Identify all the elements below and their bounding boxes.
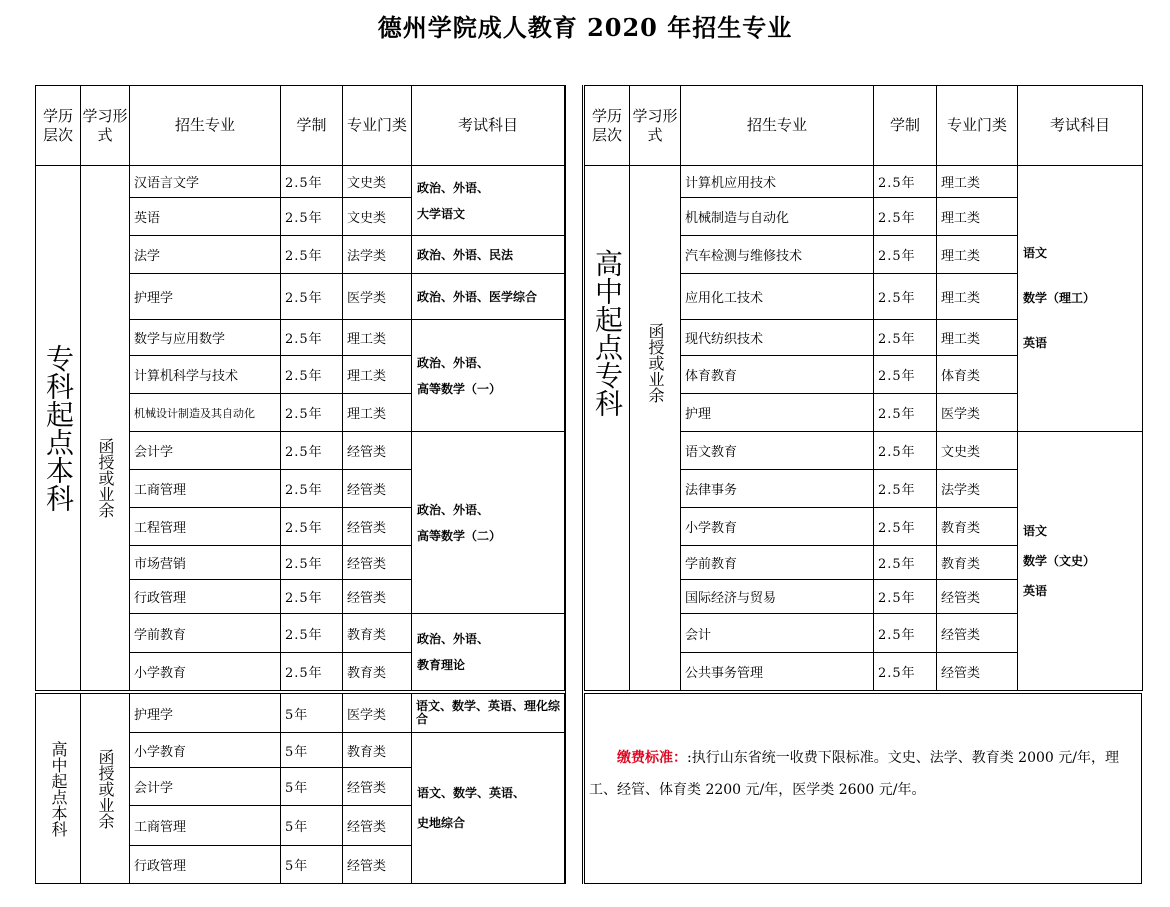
bottom-admissions-table [35,693,565,884]
category-cell: 法学类 [937,470,1018,508]
level-cell: 高中起点专科 [585,166,630,691]
category-cell: 医学类 [343,274,412,320]
category-cell: 经管类 [343,470,412,508]
years-cell: 2.5年 [281,356,343,394]
years-cell: 5年 [281,768,343,806]
level-cell: 高中起点本科 [36,694,81,884]
years-cell: 2.5年 [281,274,343,320]
category-cell: 理工类 [937,236,1018,274]
major-cell: 汽车检测与维修技术 [681,236,874,274]
category-cell: 经管类 [343,432,412,470]
major-cell: 汉语言文学 [130,166,281,198]
years-cell: 5年 [281,694,343,733]
category-cell: 体育类 [937,356,1018,394]
category-cell: 文史类 [937,432,1018,470]
years-cell: 2.5年 [281,432,343,470]
years-cell: 2.5年 [874,546,937,580]
major-cell: 行政管理 [130,580,281,614]
category-cell: 经管类 [937,653,1018,691]
category-cell: 法学类 [343,236,412,274]
major-cell: 市场营销 [130,546,281,580]
exam-cell: 语文、数学、英语、 史地综合 [412,733,565,884]
major-cell: 护理学 [130,694,281,733]
exam-cell: 语文 数学（文史） 英语 [1018,432,1143,691]
category-cell: 教育类 [343,653,412,691]
form-cell: 函授或业余 [81,694,130,884]
major-cell: 计算机科学与技术 [130,356,281,394]
header-form: 学习形式 [81,86,130,166]
form-cell: 函授或业余 [630,166,681,691]
major-cell: 小学教育 [130,653,281,691]
header-form: 学习形式 [630,86,681,166]
category-cell: 教育类 [343,733,412,768]
years-cell: 2.5年 [281,508,343,546]
category-cell: 理工类 [937,198,1018,236]
exam-cell: 政治、外语、医学综合 [412,274,565,320]
years-cell: 2.5年 [281,236,343,274]
category-cell: 经管类 [937,580,1018,614]
major-cell: 学前教育 [681,546,874,580]
category-cell: 理工类 [937,320,1018,356]
category-cell: 医学类 [343,694,412,733]
years-cell: 2.5年 [281,198,343,236]
header-category: 专业门类 [937,86,1018,166]
years-cell: 2.5年 [874,274,937,320]
major-cell: 小学教育 [130,733,281,768]
exam-cell: 政治、外语、民法 [412,236,565,274]
years-cell: 2.5年 [874,394,937,432]
years-cell: 2.5年 [281,546,343,580]
category-cell: 理工类 [937,274,1018,320]
major-cell: 法学 [130,236,281,274]
fee-text [585,742,1141,806]
category-cell: 理工类 [343,320,412,356]
major-cell: 会计学 [130,768,281,806]
fee-body: :执行山东省统一收费下限标准。文史、法学、教育类 2000 元/年，理工、经管、体育类 2200 元/年，医学类 2600 元/年。 [589,749,1119,798]
major-cell: 工程管理 [130,508,281,546]
major-cell: 工商管理 [130,806,281,846]
major-cell: 法律事务 [681,470,874,508]
years-cell: 2.5年 [281,394,343,432]
category-cell: 教育类 [343,614,412,653]
major-cell: 行政管理 [130,846,281,884]
years-cell: 2.5年 [281,320,343,356]
page-title: 德州学院成人教育 2020 年招生专业 [377,13,793,42]
major-cell: 会计学 [130,432,281,470]
major-cell: 体育教育 [681,356,874,394]
level-cell: 专科起点本科 [36,166,81,691]
years-cell: 2.5年 [281,166,343,198]
major-cell: 护理 [681,394,874,432]
exam-cell: 政治、外语、 教育理论 [412,614,565,691]
category-cell: 经管类 [343,580,412,614]
fee-label: 缴费标准： [617,749,687,766]
exam-cell: 政治、外语、 大学语文 [412,166,565,236]
exam-cell: 政治、外语、 高等数学（二） [412,432,565,614]
category-cell: 理工类 [343,394,412,432]
category-cell: 文史类 [343,166,412,198]
major-cell: 工商管理 [130,470,281,508]
years-cell: 2.5年 [874,580,937,614]
years-cell: 2.5年 [874,198,937,236]
category-cell: 理工类 [937,166,1018,198]
header-major: 招生专业 [130,86,281,166]
header-years: 学制 [874,86,937,166]
major-cell: 护理学 [130,274,281,320]
header-category: 专业门类 [343,86,412,166]
category-cell: 经管类 [343,846,412,884]
header-years: 学制 [281,86,343,166]
years-cell: 2.5年 [281,653,343,691]
years-cell: 2.5年 [874,653,937,691]
major-cell: 现代纺织技术 [681,320,874,356]
category-cell: 经管类 [343,806,412,846]
major-cell: 英语 [130,198,281,236]
years-cell: 2.5年 [874,166,937,198]
right-admissions-table [584,85,1143,691]
major-cell: 学前教育 [130,614,281,653]
years-cell: 2.5年 [874,356,937,394]
major-cell: 机械设计制造及其自动化 [130,394,281,432]
exam-cell: 政治、外语、 高等数学（一） [412,320,565,432]
category-cell: 教育类 [937,546,1018,580]
major-cell: 公共事务管理 [681,653,874,691]
major-cell: 数学与应用数学 [130,320,281,356]
category-cell: 经管类 [343,768,412,806]
header-level: 学历层次 [585,86,630,166]
years-cell: 5年 [281,846,343,884]
form-cell: 函授或业余 [81,166,130,691]
years-cell: 5年 [281,733,343,768]
years-cell: 2.5年 [281,580,343,614]
years-cell: 2.5年 [874,432,937,470]
category-cell: 文史类 [343,198,412,236]
years-cell: 2.5年 [874,614,937,653]
column-separator [565,85,583,884]
category-cell: 经管类 [343,508,412,546]
years-cell: 2.5年 [281,470,343,508]
header-level: 学历层次 [36,86,81,166]
header-exam: 考试科目 [412,86,565,166]
exam-cell: 语文 数学（理工） 英语 [1018,166,1143,432]
category-cell: 经管类 [937,614,1018,653]
years-cell: 2.5年 [281,614,343,653]
major-cell: 计算机应用技术 [681,166,874,198]
category-cell: 医学类 [937,394,1018,432]
left-admissions-table [35,85,565,691]
major-cell: 会计 [681,614,874,653]
years-cell: 2.5年 [874,470,937,508]
major-cell: 应用化工技术 [681,274,874,320]
major-cell: 小学教育 [681,508,874,546]
major-cell: 国际经济与贸易 [681,580,874,614]
major-cell: 语文教育 [681,432,874,470]
header-exam: 考试科目 [1018,86,1143,166]
years-cell: 2.5年 [874,236,937,274]
header-major: 招生专业 [681,86,874,166]
category-cell: 教育类 [937,508,1018,546]
category-cell: 理工类 [343,356,412,394]
exam-cell: 语文、数学、英语、理化综合 [412,694,565,733]
years-cell: 2.5年 [874,508,937,546]
category-cell: 经管类 [343,546,412,580]
years-cell: 5年 [281,806,343,846]
years-cell: 2.5年 [874,320,937,356]
major-cell: 机械制造与自动化 [681,198,874,236]
fee-note [584,693,1142,884]
